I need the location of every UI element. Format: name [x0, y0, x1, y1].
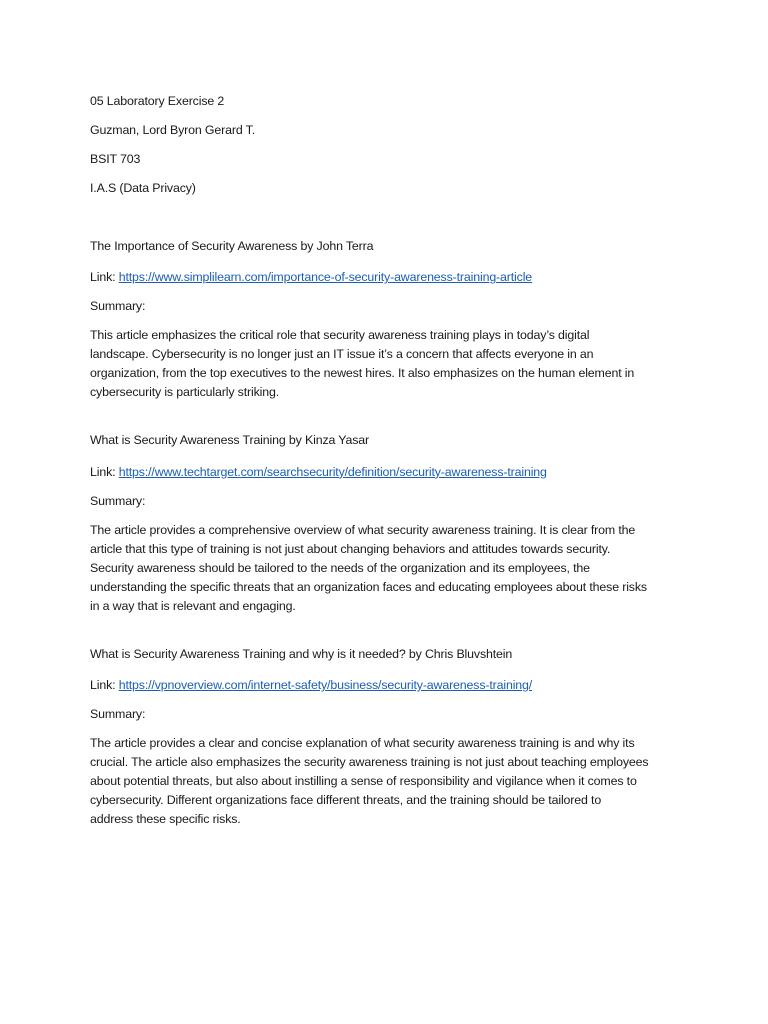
course-name: I.A.S (Data Privacy) [90, 181, 196, 195]
summary-line: cybersecurity. Different organizations face different threats, and the training should be tailored to [90, 793, 602, 808]
article-entry [90, 237, 690, 402]
summary-line: organization, from the top executives to the newest hires. It also emphasizes on the human element in [90, 366, 635, 381]
article-link-row [90, 268, 690, 287]
summary-line: crucial. The article also emphasizes the security awareness training is not just about teaching employees [90, 755, 649, 770]
student-section: BSIT 703 [90, 152, 141, 166]
document-page [90, 92, 690, 829]
article-entry [90, 431, 690, 615]
spacer [90, 616, 690, 645]
article-link[interactable]: https://www.techtarget.com/searchsecurity/definition/security-awareness-training [118, 464, 547, 479]
summary-line: address these specific risks. [90, 812, 241, 827]
link-label: Link: [90, 464, 119, 479]
summary-label: Summary: [90, 707, 146, 722]
summary-label: Summary: [90, 299, 146, 314]
article-link-row [90, 676, 690, 695]
link-label: Link: [90, 270, 119, 285]
summary-label: Summary: [90, 493, 146, 508]
exercise-title: 05 Laboratory Exercise 2 [90, 94, 225, 108]
article-link-row [90, 463, 690, 482]
student-name: Guzman, Lord Byron Gerard T. [90, 123, 255, 137]
summary-line: about potential threats, but also about instilling a sense of responsibility and vigilance when it comes to [90, 774, 637, 789]
summary-line: in a way that is relevant and engaging. [90, 598, 296, 613]
link-label: Link: [90, 678, 119, 693]
spacer [90, 208, 690, 237]
article-summary [90, 734, 690, 829]
summary-line: The article provides a comprehensive overview of what security awareness training. It is clear from the [90, 522, 636, 537]
spacer [90, 402, 690, 431]
summary-line: cybersecurity is particularly striking. [90, 385, 280, 400]
article-entry [90, 645, 690, 829]
summary-line: The article provides a clear and concise explanation of what security awareness training is and why its [90, 736, 635, 751]
article-title: What is Security Awareness Training by Kinza Yasar [90, 433, 369, 448]
article-title: What is Security Awareness Training and why is it needed? by Chris Bluvshtein [90, 646, 513, 661]
summary-line: landscape. Cybersecurity is no longer just an IT issue it’s a concern that affects everyone in an [90, 347, 594, 362]
summary-line: article that this type of training is not just about changing behaviors and attitudes towards security. [90, 541, 611, 556]
article-link[interactable]: https://vpnoverview.com/internet-safety/business/security-awareness-training/ [118, 678, 533, 693]
article-link[interactable]: https://www.simplilearn.com/importance-of-security-awareness-training-article [118, 270, 533, 285]
article-title: The Importance of Security Awareness by John Terra [90, 239, 374, 253]
summary-line: This article emphasizes the critical role that security awareness training plays in today’s digital [90, 328, 590, 343]
article-summary [90, 521, 690, 616]
summary-line: understanding the specific threats that an organization faces and educating employees about these risks [90, 579, 647, 594]
summary-line: Security awareness should be tailored to the needs of the organization and its employees, the [90, 560, 590, 575]
article-summary [90, 326, 690, 402]
